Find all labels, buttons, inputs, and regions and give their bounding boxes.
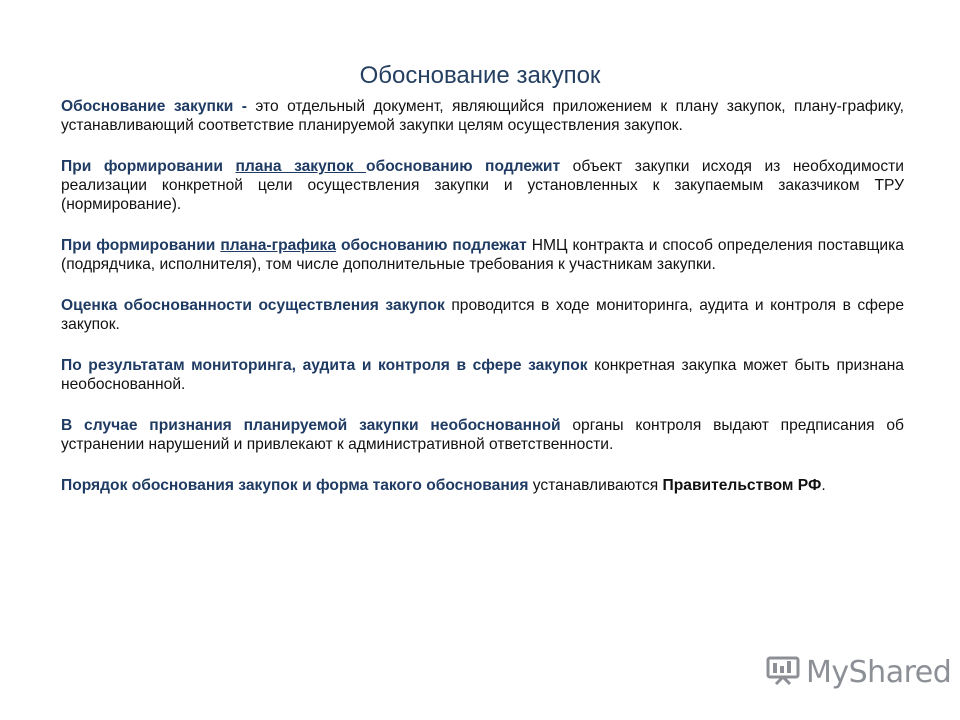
government-term: Правительством РФ — [662, 477, 822, 494]
paragraph-definition — [61, 97, 904, 135]
term: обоснованию подлежит — [366, 158, 561, 175]
text: проводится в ходе мониторинга, аудита и контроля в сфере закупок. — [61, 297, 904, 333]
term: обоснованию подлежат — [336, 237, 527, 254]
underlined-term: плана-графика — [220, 237, 337, 254]
paragraph-plan — [61, 157, 904, 214]
paragraph-assessment — [61, 296, 904, 334]
text: . — [821, 477, 826, 494]
term: Обоснование закупки - — [61, 98, 256, 115]
term: По результатам мониторинга, аудита и контроля в сфере закупок — [61, 357, 588, 374]
underlined-term: плана закупок — [235, 158, 367, 175]
text: конкретная закупка может быть признана необоснованной. — [61, 357, 904, 393]
watermark-logo — [766, 654, 951, 690]
presentation-board-icon — [766, 655, 800, 690]
term: При формировании — [61, 158, 236, 175]
text: объект закупки исходя из необходимости реализации конкретной цели осуществления закупки и установленных к закупаемым заказчиком ТРУ (нормирование). — [61, 158, 904, 213]
term: Порядок обоснования закупок и форма такого обоснования — [61, 477, 529, 494]
paragraph-unjustified — [61, 416, 904, 454]
term: В случае признания планируемой закупки необоснованной — [61, 417, 561, 434]
term: При формировании — [61, 237, 221, 254]
paragraph-procedure — [61, 476, 904, 495]
text: органы контроля выдают предписания об устранении нарушений и привлекают к административной ответственности. — [61, 417, 904, 453]
text: НМЦ контракта и способ определения поставщика (подрядчика, исполнителя), том числе дополнительные требования к участникам закупки. — [61, 237, 904, 273]
watermark-text: MyShared — [806, 654, 952, 690]
text: устанавливаются — [528, 477, 663, 494]
slide-body — [61, 97, 904, 495]
paragraph-results — [61, 356, 904, 394]
term: Оценка обоснованности осуществления закупок — [61, 297, 445, 314]
text: это отдельный документ, являющийся приложением к плану закупок, плану-графику, устанавливающий соответствие планируемой закупки целям осуществления закупок. — [61, 98, 905, 134]
paragraph-schedule — [61, 236, 904, 274]
slide-title: Обоснование закупок — [359, 62, 601, 90]
